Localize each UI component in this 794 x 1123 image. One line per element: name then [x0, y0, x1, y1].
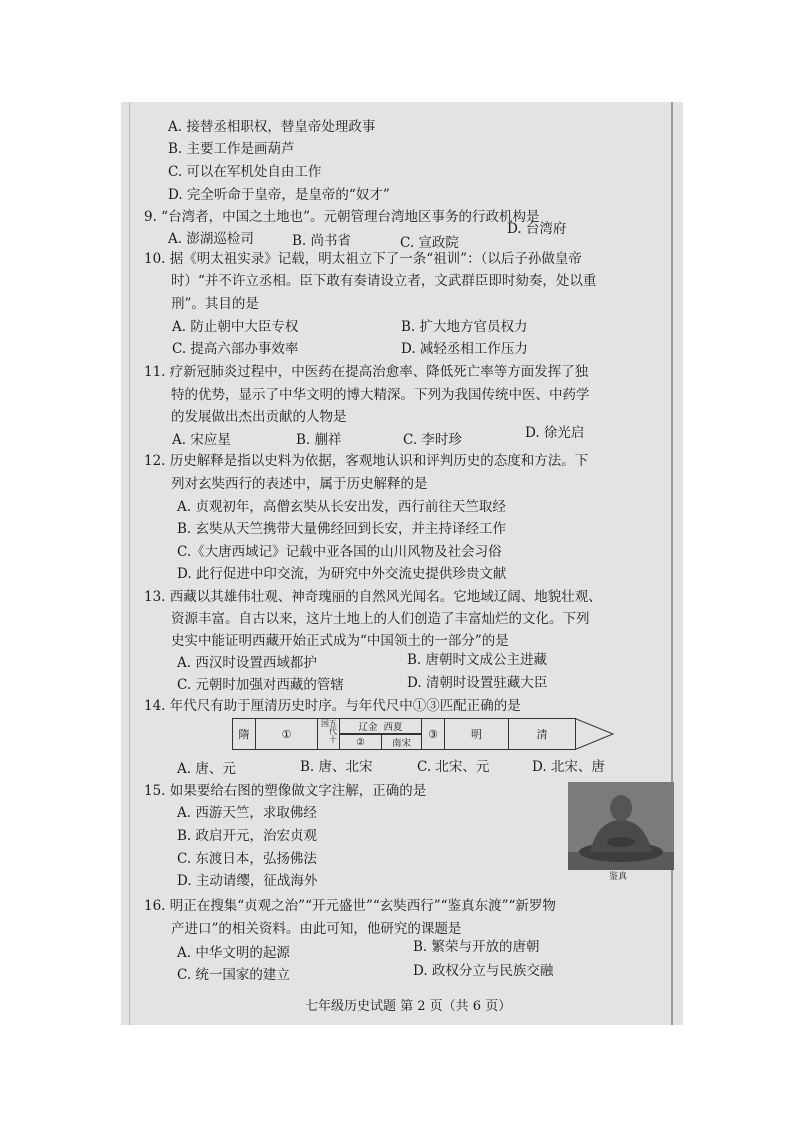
timeline-slot-3: ③ [421, 718, 445, 750]
timeline-cell-ming: 明 [444, 718, 509, 750]
option-q14a: A. 唐、元 [177, 761, 236, 777]
text-line: 产进口”的相关资料。由此可知，他研究的课题是 [171, 921, 462, 937]
text-line: 时）“并不许立丞相。臣下敢有奏请设立者，文武群臣即时劾奏，处以重 [171, 273, 597, 289]
timeline-slot-1: ① [255, 718, 318, 750]
option-q11a: A. 宋应星 [172, 432, 231, 448]
option-q14d: D. 北宋、唐 [532, 759, 605, 775]
text-line: A. 西游天竺，求取佛经 [177, 805, 317, 821]
text-line: 13. 西藏以其雄伟壮观、神奇瑰丽的自然风光闻名。它地域辽阔、地貌壮观、 [144, 589, 602, 605]
text-line: B. 玄奘从天竺携带大量佛经回到长安，并主持译经工作 [177, 521, 507, 537]
option-q9d: D. 台湾府 [507, 221, 567, 237]
option-q11d: D. 徐光启 [525, 425, 585, 441]
timeline-cell-southern-song: 南宋 [381, 734, 422, 750]
option-q14c: C. 北宋、元 [417, 759, 490, 775]
text-line: C.《大唐西域记》记载中亚各国的山川风物及社会习俗 [177, 544, 502, 560]
timeline-cell-qing: 清 [508, 718, 576, 750]
option-q13d: D. 清朝时设置驻藏大臣 [407, 675, 548, 691]
timeline-cell-sui: 隋 [232, 718, 256, 750]
text-line: D. 完全听命于皇帝，是皇帝的“奴才” [168, 187, 390, 203]
option-q16a: A. 中华文明的起源 [177, 945, 290, 961]
option-q9c: C. 宣政院 [400, 235, 459, 251]
option-q10a: A. 防止朝中大臣专权 [172, 319, 299, 335]
option-q16d: D. 政权分立与民族交融 [413, 963, 554, 979]
text-line: 14. 年代尺有助于厘清历史时序。与年代尺中①③匹配正确的是 [144, 698, 521, 714]
text-line: 12. 历史解释是指以史料为依据，客观地认识和评判历史的态度和方法。下 [144, 453, 589, 469]
option-q11c: C. 李时珍 [403, 432, 462, 448]
text-line: 资源丰富。自古以来，这片土地上的人们创造了丰富灿烂的文化。下列 [171, 611, 590, 627]
option-q10b: B. 扩大地方官员权力 [401, 319, 528, 335]
text-line: 特的优势，显示了中华文明的博大精深。下列为我国传统中医、中药学 [171, 387, 590, 403]
paper-edge [671, 102, 673, 1025]
text-line: D. 此行促进中印交流，为研究中外交流史提供珍贵文献 [177, 566, 507, 582]
option-q9b: B. 尚书省 [292, 233, 352, 249]
option-q13b: B. 唐朝时文成公主进藏 [407, 652, 548, 668]
text-line: D. 主动请缨，征战海外 [177, 873, 318, 889]
jianzhen-statue-photo [568, 782, 674, 870]
option-q10c: C. 提高六部办事效率 [172, 341, 299, 357]
text-line: B. 政启开元，治宏贞观 [177, 828, 318, 844]
xixia-label: 西夏 [383, 722, 403, 733]
text-line: C. 东渡日本，弘扬佛法 [177, 851, 317, 867]
text-line: 的发展做出杰出贡献的人物是 [171, 409, 347, 425]
option-q13a: A. 西汉时设置西域都护 [177, 655, 317, 671]
text-line: 15. 如果要给右图的塑像做文字注解，正确的是 [144, 783, 427, 799]
exam-paper [121, 102, 683, 1025]
option-q14b: B. 唐、北宋 [300, 759, 373, 775]
text-line: 10. 据《明太祖实录》记载，明太祖立下了一条“祖训”：（以后子孙做皇帝 [144, 251, 582, 267]
text-line: 11. 疗新冠肺炎过程中，中医药在提高治愈率、降低死亡率等方面发挥了独 [144, 364, 589, 380]
text-line: 刑”。其目的是 [171, 296, 259, 312]
timeline-cell-five-dynasties [317, 718, 340, 750]
option-q10d: D. 减轻丞相工作压力 [401, 341, 528, 357]
option-q16b: B. 繁荣与开放的唐朝 [413, 939, 540, 955]
text-line: A. 接替丞相职权，替皇帝处理政事 [168, 119, 376, 135]
text-line: 16. 明正在搜集“贞观之治”“开元盛世”“玄奘西行”“鉴真东渡”“新罗物 [144, 898, 556, 914]
option-q13c: C. 元朝时加强对西藏的管辖 [177, 677, 344, 693]
text-line: B. 主要工作是画葫芦 [168, 141, 295, 157]
statue-caption: 鉴真 [609, 872, 628, 882]
text-line: 史实中能证明西藏开始正式成为“中国领土的一部分”的是 [171, 633, 509, 649]
option-q16c: C. 统一国家的建立 [177, 967, 290, 983]
liao-jin-label: 辽金 [358, 722, 378, 733]
option-q11b: B. 蒯祥 [296, 432, 342, 448]
text-line: C. 可以在军机处自由工作 [168, 164, 322, 180]
statue-figure-icon [568, 782, 674, 870]
paper-fold [129, 102, 130, 1025]
text-line: 9. “台湾者，中国之土地也”。元朝管理台湾地区事务的行政机构是 [144, 209, 540, 225]
timeline-ruler [232, 718, 616, 752]
timeline-arrow-icon [575, 718, 615, 750]
option-q9a: A. 澎湖巡检司 [168, 231, 254, 247]
timeline-cell-liao-xixia [339, 718, 422, 734]
page-footer: 七年级历史试题 第 2 页（共 6 页） [305, 999, 512, 1014]
timeline-slot-2: ② [339, 734, 382, 750]
five-dynasties-label: 五代十国 [320, 719, 338, 743]
text-line: 列对玄奘西行的表述中，属于历史解释的是 [171, 476, 428, 492]
text-line: A. 贞观初年，高僧玄奘从长安出发，西行前往天竺取经 [177, 499, 506, 515]
